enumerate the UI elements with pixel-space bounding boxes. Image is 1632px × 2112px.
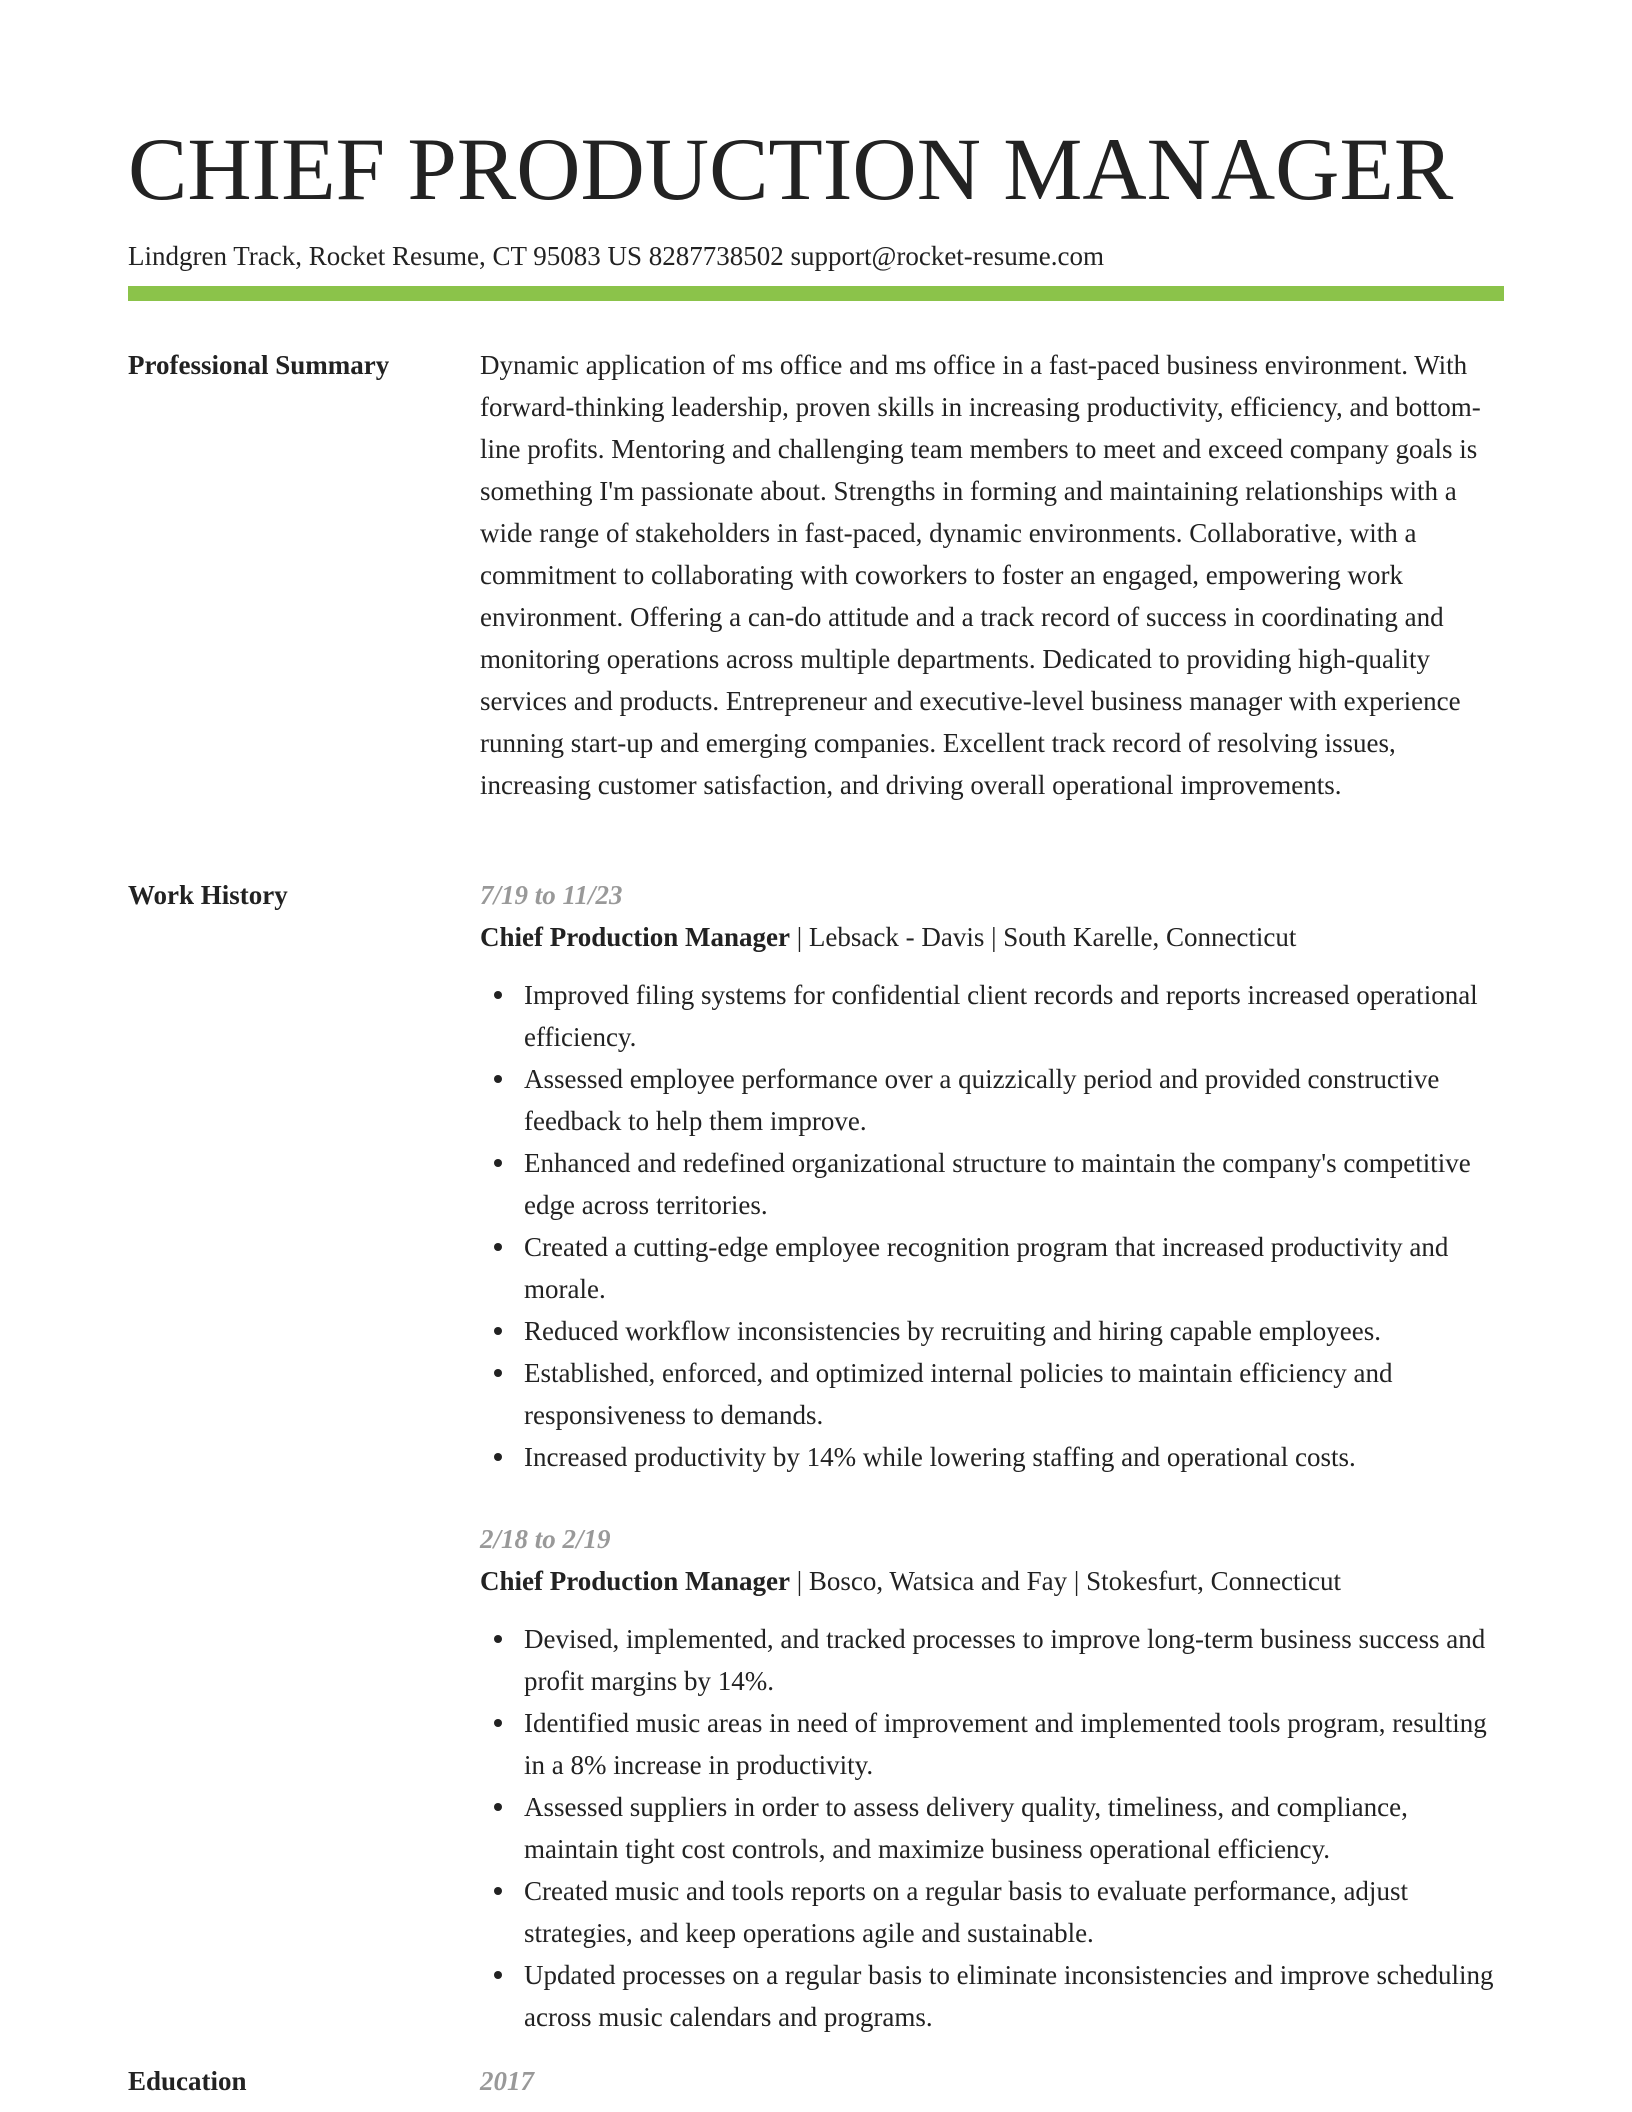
education-body (480, 2060, 1504, 2102)
bullet-dot-icon (494, 1327, 502, 1335)
bullet-text: Assessed employee performance over a quizzically period and provided constructive feedback to help them improve. (524, 1064, 1440, 1136)
education-dates: 2017 (480, 2066, 534, 2096)
job-bullet (524, 1142, 1504, 1226)
bullet-text: Established, enforced, and optimized internal policies to maintain efficiency and responsiveness to demands. (524, 1358, 1393, 1430)
job-title-line (480, 1560, 1504, 1602)
job-bullet (524, 1310, 1504, 1352)
bullet-text: Devised, implemented, and tracked processes to improve long-term business success and profit margins by 14%. (524, 1624, 1486, 1696)
job-entry (480, 1518, 1504, 2038)
bullet-dot-icon (494, 1453, 502, 1461)
bullet-text: Reduced workflow inconsistencies by recruiting and hiring capable employees. (524, 1316, 1381, 1346)
bullet-text: Assessed suppliers in order to assess delivery quality, timeliness, and compliance, maintain tight cost controls, and maximize business operational efficiency. (524, 1792, 1408, 1864)
job-bullet (524, 1870, 1504, 1954)
bullet-dot-icon (494, 991, 502, 999)
summary-heading: Professional Summary (128, 350, 390, 380)
job-bullet (524, 1618, 1504, 1702)
work-history-body (480, 874, 1504, 2066)
bullet-text: Improved filing systems for confidential client records and reports increased operational efficiency. (524, 980, 1478, 1052)
job-bullet (524, 1058, 1504, 1142)
job-bullet (524, 1352, 1504, 1436)
job-title: Chief Production Manager (480, 1566, 790, 1596)
summary-section (128, 344, 1504, 854)
job-bullets (480, 1618, 1504, 2038)
summary-body (480, 344, 1504, 806)
bullet-dot-icon (494, 1159, 502, 1167)
job-bullet (524, 974, 1504, 1058)
job-details: | Lebsack - Davis | South Karelle, Connecticut (789, 922, 1297, 952)
bullet-dot-icon (494, 1803, 502, 1811)
bullet-dot-icon (494, 1719, 502, 1727)
job-dates: 2/18 to 2/19 (480, 1524, 611, 1554)
education-section (128, 2060, 1504, 2112)
education-heading: Education (128, 2066, 247, 2096)
bullet-text: Updated processes on a regular basis to eliminate inconsistencies and improve scheduling across music calendars and programs. (524, 1960, 1494, 2032)
bullet-dot-icon (494, 1887, 502, 1895)
bullet-dot-icon (494, 1971, 502, 1979)
summary-text: Dynamic application of ms office and ms office in a fast-paced business environment. With forward-thinking leadership, proven skills in increasing productivity, efficiency, and bottom-line profits. Mentoring and challenging team members to meet and exceed company goals is something I'm passionate about. Strengths in forming and maintaining relationships with a wide range of stakeholders in fast-paced, dynamic environments. Collaborative, with a commitment to collaborating with coworkers to foster an engaged, empowering work environment. Offering a can-do attitude and a track record of success in coordinating and monitoring operations across multiple departments. Dedicated to providing high-quality services and products. Entrepreneur and executive-level business manager with experience running start-up and emerging companies. Excellent track record of resolving issues, increasing customer satisfaction, and driving overall operational improvements. (480, 350, 1481, 800)
bullet-text: Increased productivity by 14% while lowering staffing and operational costs. (524, 1442, 1356, 1472)
job-entry (480, 874, 1504, 1478)
bullet-dot-icon (494, 1369, 502, 1377)
job-bullet (524, 1954, 1504, 2038)
job-bullet (524, 1226, 1504, 1310)
work-history-section (128, 874, 1504, 2034)
contact-line: Lindgren Track, Rocket Resume, CT 95083 US 8287738502 support@rocket-resume.com (128, 241, 1104, 271)
bullet-text: Created music and tools reports on a regular basis to evaluate performance, adjust strategies, and keep operations agile and sustainable. (524, 1876, 1408, 1948)
job-title: Chief Production Manager (480, 922, 790, 952)
job-bullet (524, 1436, 1504, 1478)
job-details: | Bosco, Watsica and Fay | Stokesfurt, Connecticut (789, 1566, 1342, 1596)
bullet-text: Created a cutting-edge employee recognition program that increased productivity and morale. (524, 1232, 1449, 1304)
work-history-heading: Work History (128, 880, 288, 910)
resume-header (128, 118, 1504, 274)
bullet-dot-icon (494, 1635, 502, 1643)
header-divider (128, 286, 1504, 301)
job-bullet (524, 1786, 1504, 1870)
job-bullet (524, 1702, 1504, 1786)
candidate-name: CHIEF PRODUCTION MANAGER (128, 121, 1454, 219)
job-title-line (480, 916, 1504, 958)
job-bullets (480, 974, 1504, 1478)
bullet-text: Enhanced and redefined organizational structure to maintain the company's competitive edge across territories. (524, 1148, 1471, 1220)
bullet-text: Identified music areas in need of improvement and implemented tools program, resulting in a 8% increase in productivity. (524, 1708, 1487, 1780)
bullet-dot-icon (494, 1075, 502, 1083)
bullet-dot-icon (494, 1243, 502, 1251)
job-dates: 7/19 to 11/23 (480, 880, 623, 910)
